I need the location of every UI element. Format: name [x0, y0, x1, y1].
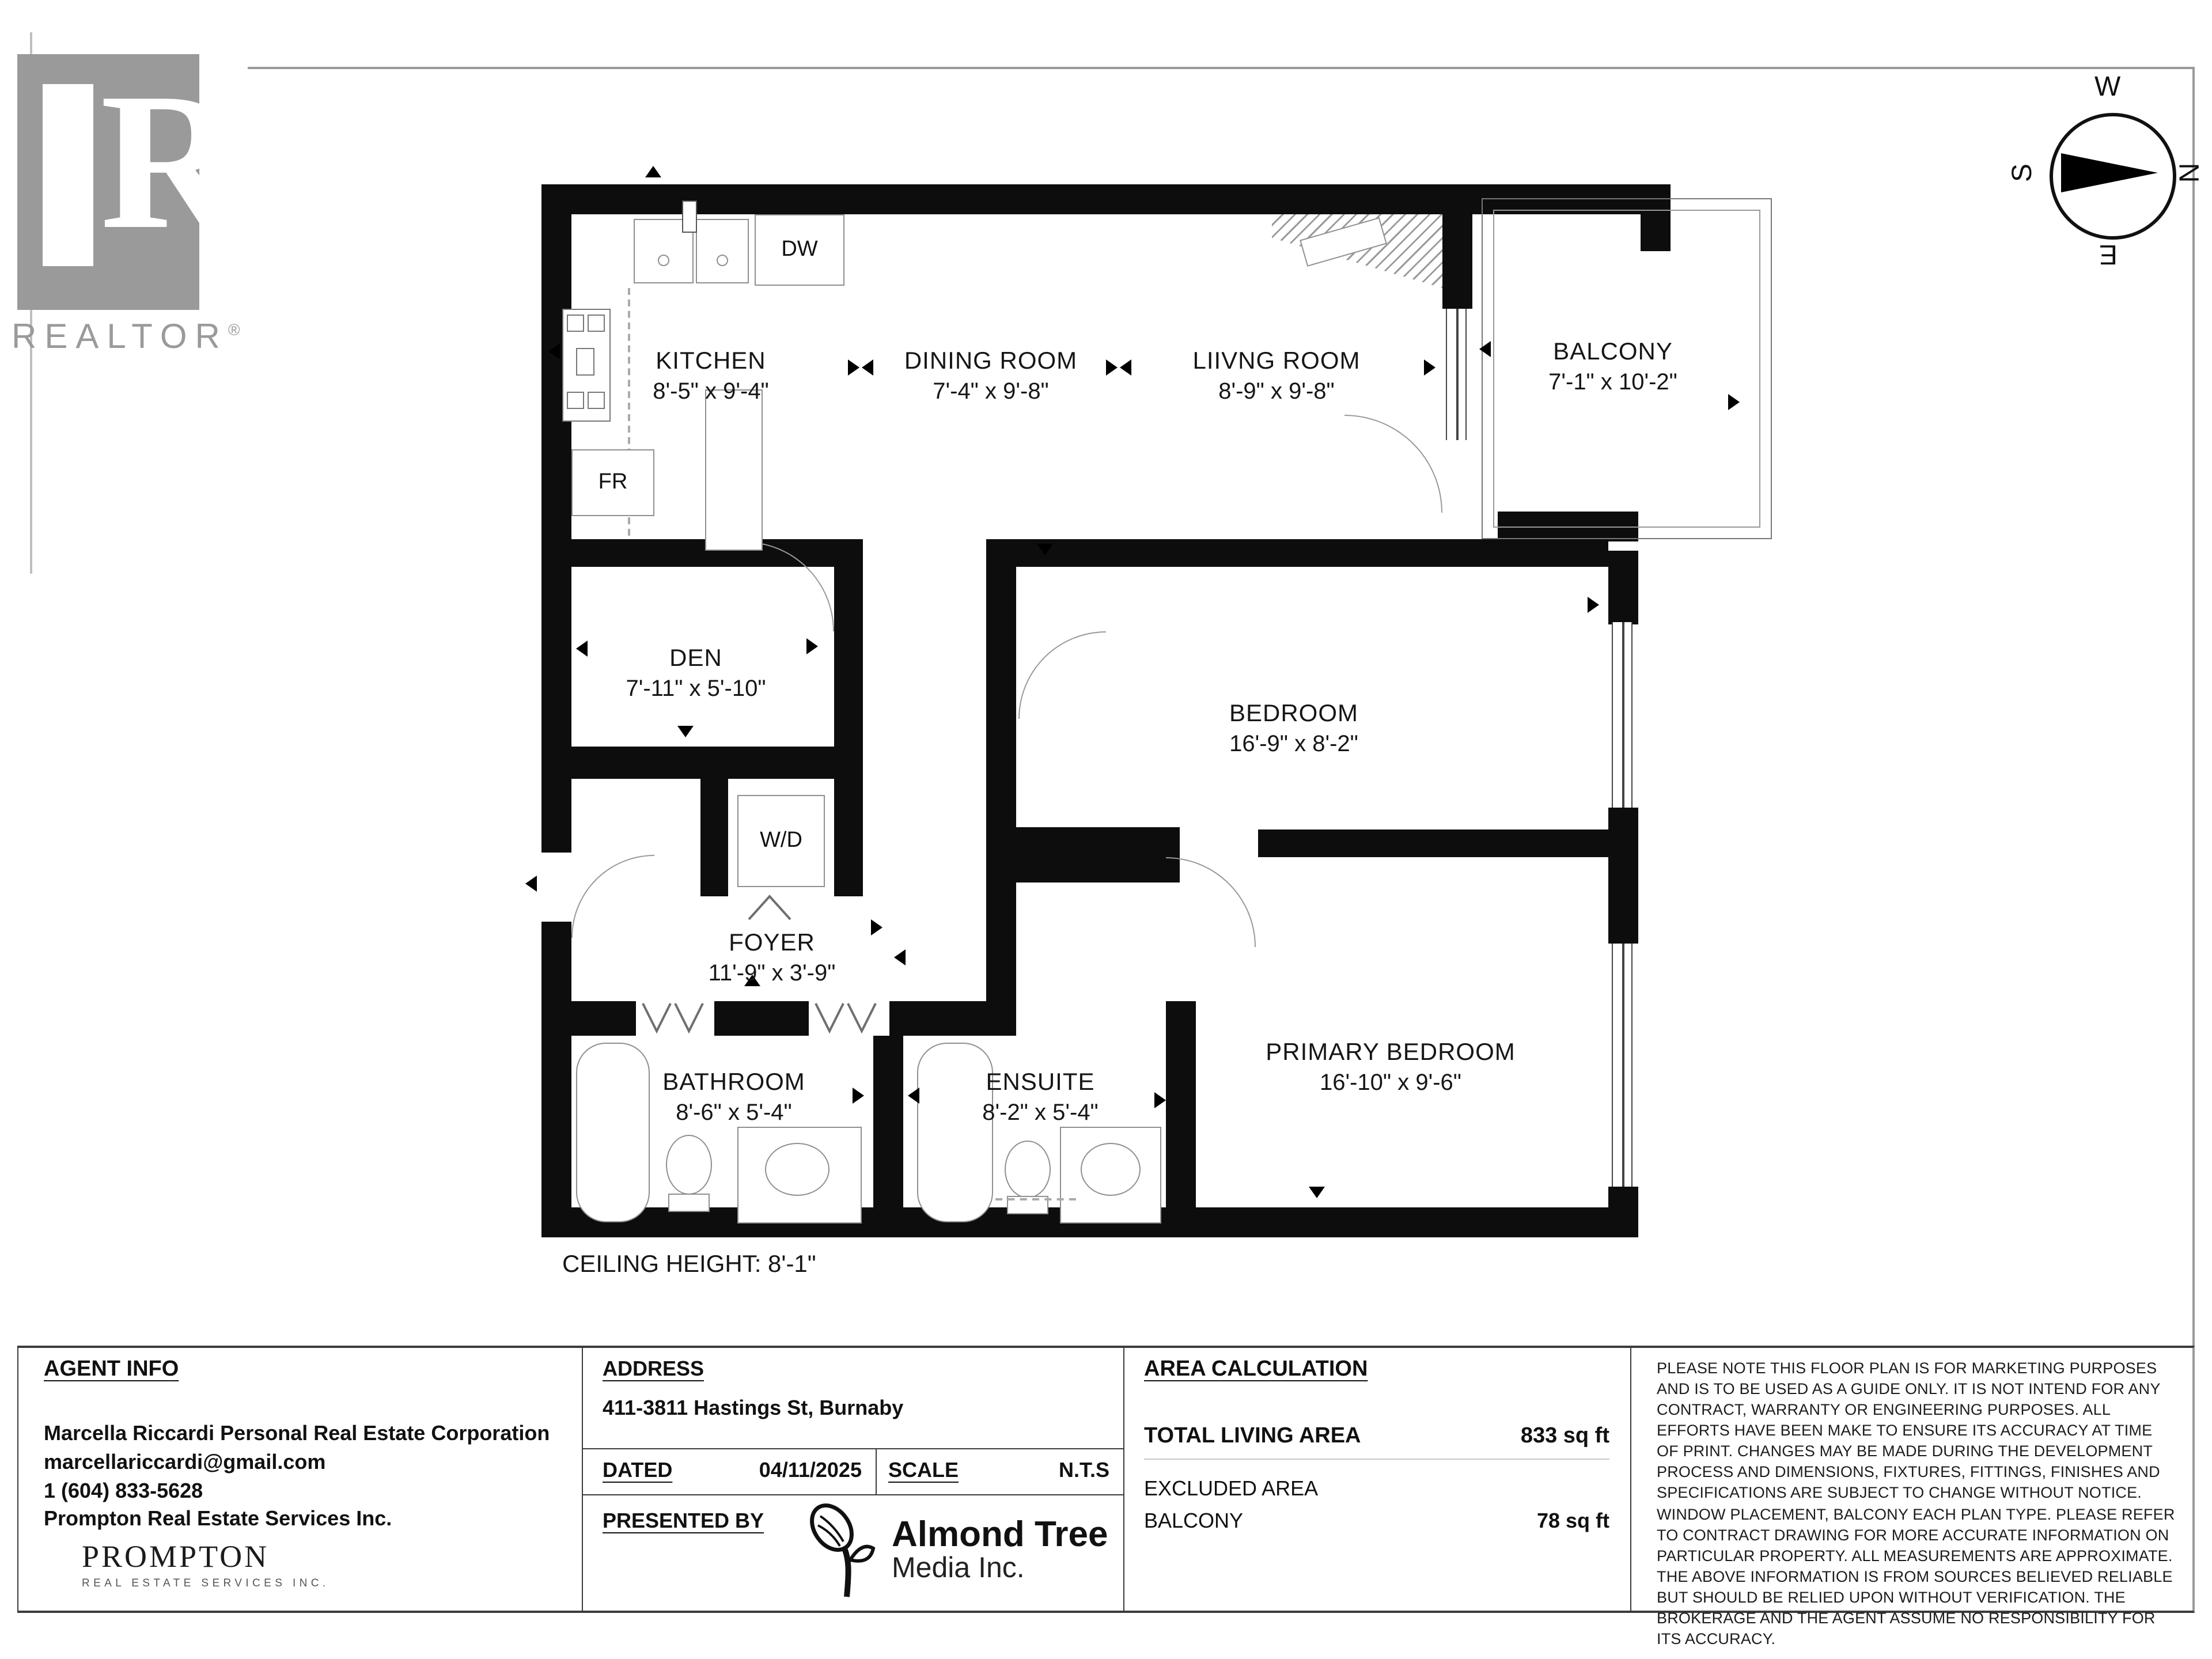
wall-segment — [1258, 830, 1611, 857]
toilet-tank — [668, 1194, 710, 1212]
measure-arrow-icon — [871, 919, 882, 935]
realtor-wordmark: REALTOR® — [12, 318, 240, 356]
dated-value: 04/11/2025 — [759, 1459, 862, 1482]
window — [1612, 622, 1633, 808]
address-row — [583, 1348, 1123, 1449]
room-label-dining: DINING ROOM 7'-4" x 9'-8" — [904, 348, 1078, 405]
agent-email: marcellariccardi@gmail.com — [44, 1450, 326, 1474]
measure-arrow-icon — [853, 1088, 864, 1104]
measure-arrow-icon — [862, 359, 873, 376]
measure-arrow-icon — [645, 166, 661, 177]
wall-segment — [569, 1001, 636, 1036]
measure-arrow-icon — [1479, 341, 1491, 357]
wall-segment — [1442, 212, 1472, 309]
vanity-sink — [1081, 1143, 1141, 1196]
entry-door-arc — [571, 855, 654, 938]
compass-w: W — [2094, 71, 2121, 103]
room-label-balcony: BALCONY 7'-1" x 10'-2" — [1548, 339, 1677, 396]
wall-segment — [986, 539, 1608, 567]
disclaimer-column — [1631, 1348, 2194, 1648]
wall-segment — [1166, 1001, 1196, 1235]
wall-segment — [1608, 1187, 1638, 1235]
measure-arrow-icon — [548, 343, 560, 359]
wall-segment — [700, 779, 728, 896]
dishwasher-box: DW — [755, 214, 844, 286]
kitchen-counter — [705, 389, 763, 551]
realtor-logo-bar — [43, 84, 93, 266]
total-living-area-label: TOTAL LIVING AREA — [1144, 1424, 1361, 1448]
door-arc — [1018, 631, 1106, 719]
stove-burner — [567, 315, 584, 332]
room-label-foyer: FOYER 11'-9" x 3'-9" — [708, 930, 836, 987]
bathtub — [917, 1043, 993, 1222]
bifold-door-icon — [813, 1001, 878, 1036]
measure-arrow-icon — [908, 1088, 919, 1104]
agent-brokerage: Prompton Real Estate Services Inc. — [44, 1507, 392, 1531]
balcony-area-label: BALCONY — [1144, 1509, 1244, 1532]
kitchen-sink — [696, 219, 749, 283]
faucet — [682, 200, 697, 233]
address-value: 411-3811 Hastings St, Burnaby — [603, 1396, 904, 1419]
address-column — [583, 1348, 1124, 1611]
measure-arrow-icon — [1728, 394, 1740, 410]
room-label-kitchen: KITCHEN 8'-5" x 9'-4" — [653, 348, 769, 405]
measure-arrow-icon — [894, 949, 906, 965]
wall-segment — [1608, 808, 1638, 944]
dashed-line — [995, 1198, 1076, 1202]
balcony-door-arc — [1344, 415, 1442, 513]
measure-arrow-icon — [1309, 1187, 1325, 1198]
bifold-door-icon — [747, 894, 793, 922]
room-label-den: DEN 7'-11" x 5'-10" — [626, 645, 766, 702]
compass-s: S — [2007, 163, 2039, 183]
agent-name: Marcella Riccardi Personal Real Estate Corporation — [44, 1422, 550, 1445]
room-label-primary-bedroom: PRIMARY BEDROOM 16'-10" x 9'-6" — [1266, 1039, 1516, 1096]
sink-drain — [658, 255, 669, 266]
scale-label: SCALE — [888, 1459, 959, 1482]
excluded-area-label: EXCLUDED AREA — [1144, 1477, 1319, 1500]
dated-label: DATED — [603, 1459, 673, 1482]
measure-arrow-icon — [1424, 359, 1435, 376]
measure-arrow-icon — [848, 359, 859, 376]
realtor-logo — [17, 53, 242, 310]
measure-arrow-icon — [1037, 544, 1053, 555]
wall-segment — [541, 539, 862, 567]
total-living-area-value: 833 sq ft — [1520, 1424, 1609, 1448]
measure-arrow-icon — [806, 638, 818, 654]
measure-arrow-icon — [1154, 1092, 1166, 1108]
balcony-area-row — [1144, 1509, 1609, 1533]
stove-center — [576, 348, 594, 376]
fridge-box: FR — [571, 449, 654, 516]
sink-drain — [717, 255, 728, 266]
stove-burner — [567, 392, 584, 409]
disclaimer-text: PLEASE NOTE THIS FLOOR PLAN IS FOR MARKETING PURPOSES AND IS TO BE USED AS A GUIDE ONLY. IT IS NOT INTEND FOR ANY CONTRACT, WARRANTY OR ENGINEERING PURPOSES. ALL EFFORTS HAVE BEEN MAKE TO ENSURE ITS ACCURACY AT TIME OF PRINT. CHANGES MAY BE MADE DURING THE DEVELOPMENT PROCESS AND DIMENSIONS, FIXTURES, FITTINGS, FINISHES AND SPECIFICATIONS ARE SUBJECT TO CHANGE WITHOUT NOTICE. WINDOW PLACEMENT, BALCONY EACH PLAN TYPE. PLEASE REFER TO CONTRACT DRAWING FOR MORE ACCURATE INFORMATION ON PARTICULAR PROPERTY. ALL MEASUREMENTS ARE APPROXIMATE. THE ABOVE INFORMATION IS FROM SOURCES BELIEVED RELIABLE BUT SHOULD BE RELIED UPON WITHOUT VERIFICATION. THE BROKERAGE AND THE AGENT ASSUME NO RESPONSIBILITY FOR ITS ACCURACY. — [1657, 1359, 2175, 1648]
measure-arrow-icon — [1120, 359, 1131, 376]
presented-by-label: PRESENTED BY — [603, 1509, 764, 1532]
door-arc — [1166, 857, 1256, 947]
room-label-bathroom: BATHROOM 8'-6" x 5'-4" — [662, 1069, 805, 1126]
total-living-area-row — [1144, 1424, 1609, 1460]
wall-segment — [873, 1036, 903, 1235]
bathtub — [576, 1043, 650, 1222]
page-border-top — [248, 67, 2195, 69]
wall-segment — [986, 827, 1180, 882]
room-label-bedroom: BEDROOM 16'-9" x 8'-2" — [1229, 700, 1359, 757]
area-heading: AREA CALCULATION — [1144, 1357, 1368, 1381]
wall-segment — [1608, 551, 1638, 624]
wall-segment — [834, 539, 863, 896]
wall-segment — [714, 1001, 809, 1036]
presented-by-row — [583, 1495, 1123, 1611]
window — [1612, 944, 1633, 1187]
stove-burner — [588, 315, 605, 332]
footer-info-bar — [17, 1346, 2195, 1648]
wall-segment — [541, 922, 571, 1235]
measure-arrow-icon — [677, 726, 694, 737]
area-calculation-column — [1124, 1348, 1631, 1611]
wall-segment — [541, 184, 571, 853]
wall-segment — [889, 1001, 1016, 1036]
registered-mark: ® — [228, 320, 240, 339]
compass-e: E — [2099, 238, 2118, 270]
balcony-door-window — [1446, 309, 1467, 440]
washer-dryer-box: W/D — [737, 795, 825, 887]
scale-value: N.T.S — [1058, 1459, 1109, 1482]
room-label-ensuite: ENSUITE 8'-2" x 5'-4" — [982, 1069, 1099, 1126]
almond-tree-icon — [809, 1500, 880, 1601]
stove-burner — [588, 392, 605, 409]
wall-segment — [569, 747, 834, 779]
wall-segment — [986, 567, 1016, 827]
room-label-living: LIIVNG ROOM 8'-9" x 9'-8" — [1192, 348, 1361, 405]
bifold-door-icon — [641, 1001, 705, 1036]
compass-n: N — [2172, 162, 2204, 183]
ceiling-height-note: CEILING HEIGHT: 8'-1" — [562, 1251, 816, 1278]
measure-arrow-icon — [525, 876, 537, 892]
measure-arrow-icon — [1106, 359, 1118, 376]
agent-phone: 1 (604) 833-5628 — [44, 1479, 203, 1502]
prompton-logo: PROMPTON REAL ESTATE SERVICES INC. — [82, 1539, 329, 1590]
toilet — [1005, 1141, 1051, 1198]
agent-info-heading: AGENT INFO — [44, 1357, 179, 1381]
address-heading: ADDRESS — [603, 1357, 704, 1380]
toilet — [666, 1135, 712, 1195]
vanity-sink — [765, 1143, 830, 1196]
measure-arrow-icon — [1588, 597, 1599, 613]
realtor-logo-letter: R — [100, 53, 242, 270]
almond-tree-logo: Almond Tree Media Inc. — [809, 1500, 1108, 1601]
dated-scale-row — [583, 1449, 1123, 1495]
measure-arrow-icon — [576, 641, 588, 657]
balcony-area-value: 78 sq ft — [1536, 1509, 1609, 1532]
agent-info-column — [18, 1348, 583, 1611]
